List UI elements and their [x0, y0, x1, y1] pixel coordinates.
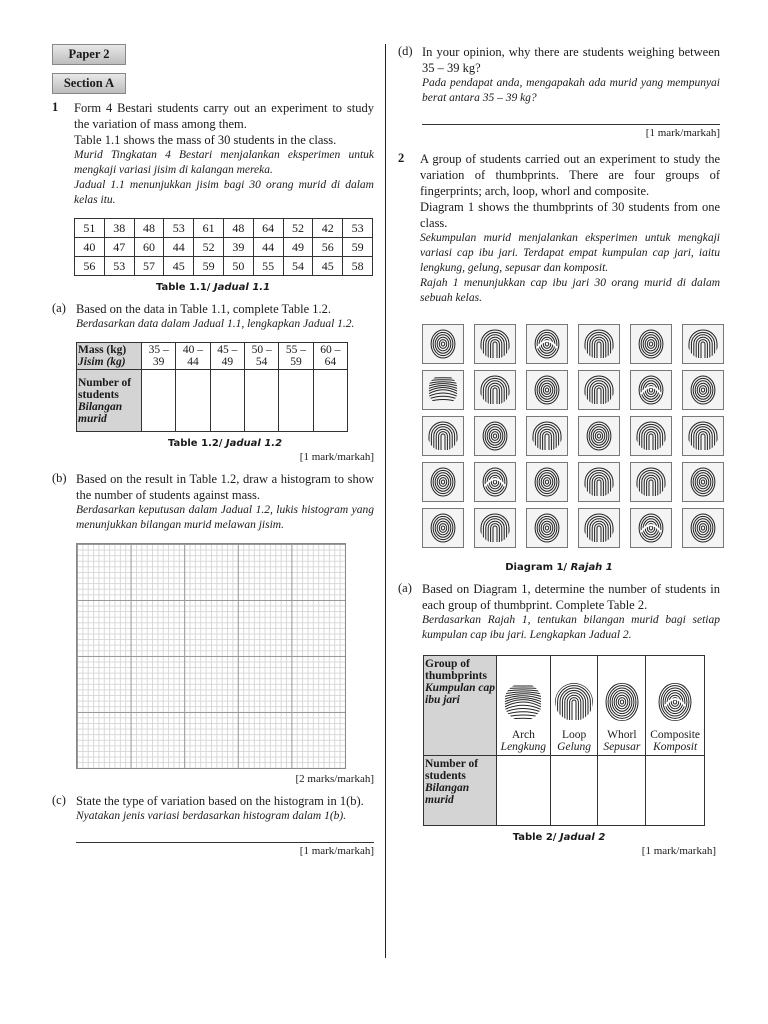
table-row	[75, 219, 373, 238]
answer-cell[interactable]	[598, 756, 646, 826]
thumbprint-icon	[630, 324, 672, 364]
question-1c: (c) State the type of variation based on the histogram in 1(b). Nyatakan jenis variasi berdasarkan histogram dalam 1(b). [1 mark/markah]	[52, 793, 374, 857]
q1-intro-en-2: Table 1.1 shows the mass of 30 students in the class.	[74, 133, 337, 147]
thumbprint-icon	[682, 462, 724, 502]
table-2-caption: Table 2/ Jadual 2	[512, 832, 606, 843]
thumbprint-icon	[526, 462, 568, 502]
column-divider	[385, 44, 386, 958]
mass-cell: 51	[75, 219, 105, 238]
mark-allocation: [1 mark/markah]	[641, 845, 716, 857]
thumbprint-icon	[578, 462, 620, 502]
mass-cell: 54	[283, 257, 313, 276]
q1c-text-en: State the type of variation based on the histogram in 1(b).	[76, 794, 364, 808]
thumbprint-icon	[682, 370, 724, 410]
paper-label: Paper 2	[52, 44, 126, 65]
table-1-2	[76, 342, 348, 432]
range-cell: 35 – 39	[142, 343, 176, 370]
q2-intro-en-1: A group of students carried out an experiment to study the variation of thumbprints. There are four groups of fingerprints; arch, loop, whorl and composite.	[420, 152, 720, 198]
q1-intro-ms-1: Murid Tingkatan 4 Bestari menjalankan eksperimen untuk mengkaji variasi jisim di kalangan mereka.	[74, 149, 374, 176]
question-1	[52, 100, 374, 208]
mass-cell: 61	[194, 219, 224, 238]
mass-cell: 56	[75, 257, 105, 276]
table-row	[75, 238, 373, 257]
composite-fingerprint-icon	[647, 682, 703, 725]
group-loop: Loop Gelung	[550, 656, 598, 756]
diagram-1-caption: Diagram 1/ Rajah 1	[505, 562, 613, 573]
count-header: Number of students Bilangan murid	[77, 370, 142, 432]
range-cell: 40 – 44	[176, 343, 210, 370]
q2a-text-en: Based on Diagram 1, determine the number of students in each group of thumbprint. Complete Table 2.	[422, 582, 720, 612]
mass-cell: 52	[283, 219, 313, 238]
mass-cell: 56	[313, 238, 343, 257]
mass-cell: 44	[164, 238, 194, 257]
mass-cell: 42	[313, 219, 343, 238]
thumbprint-icon	[422, 462, 464, 502]
group-header: Group of thumbprints Kumpulan cap ibu jari	[424, 656, 497, 756]
section-label: Section A	[52, 73, 126, 94]
thumbprint-icon	[474, 324, 516, 364]
mass-cell: 48	[223, 219, 253, 238]
q1c-text-ms: Nyatakan jenis variasi berdasarkan histogram dalam 1(b).	[76, 810, 347, 822]
table-1-1	[74, 218, 373, 276]
question-1d: (d) In your opinion, why there are students weighing between 35 – 39 kg? Pada pendapat anda, mengapakah ada murid yang mempunyai berat antara 35 – 39 kg? [1 mark/markah]	[398, 44, 720, 139]
mass-cell: 52	[194, 238, 224, 257]
q2-intro-ms-2: Rajah 1 menunjukkan cap ibu jari 30 orang murid di dalam sebuah kelas.	[420, 277, 720, 304]
q1a-text-ms: Berdasarkan data dalam Jadual 1.1, lengkapkan Jadual 1.2.	[76, 318, 355, 330]
thumbprint-icon	[526, 416, 568, 456]
range-cell: 60 – 64	[313, 343, 347, 370]
table-2	[423, 655, 705, 826]
table-1-2-caption: Table 1.2/ Jadual 1.2	[167, 438, 283, 449]
mass-cell: 49	[283, 238, 313, 257]
mass-cell: 64	[253, 219, 283, 238]
q1-intro-ms-2: Jadual 1.1 menunjukkan jisim bagi 30 orang murid di dalam kelas itu.	[74, 179, 374, 206]
answer-cell[interactable]	[497, 756, 551, 826]
count-header: Number of students Bilangan murid	[424, 756, 497, 826]
question-2a: (a) Based on Diagram 1, determine the number of students in each group of thumbprint. Complete Table 2. Berdasarkan Rajah 1, tentukan bilangan murid bagi setiap kumpulan cap ibu jari. Lengkapkan Jadual 2.	[398, 581, 720, 641]
answer-cell[interactable]	[142, 370, 176, 432]
thumbprint-icon	[578, 370, 620, 410]
mass-cell: 48	[134, 219, 164, 238]
left-column	[52, 44, 374, 857]
table-1-1-caption: Table 1.1/ Jadual 1.1	[155, 282, 271, 293]
thumbprint-icon	[682, 508, 724, 548]
q2a-text-ms: Berdasarkan Rajah 1, tentukan bilangan murid bagi setiap kumpulan cap ibu jari. Lengkapkan Jadual 2.	[422, 614, 720, 641]
mass-cell: 53	[164, 219, 194, 238]
thumbprint-icon	[526, 370, 568, 410]
answer-cell[interactable]	[279, 370, 313, 432]
question-1a: (a) Based on the data in Table 1.1, complete Table 1.2. Berdasarkan data dalam Jadual 1.1, lengkapkan Jadual 1.2. Mass (kg) Jisim (kg) 35 – 39 40 – 44 45 – 49 50 – 54 55 – 59 60 – 64 Number of students Bilangan murid Table 1.2/ Jadual 1.2 [1 mark/markah]	[52, 301, 374, 463]
question-number: 1	[52, 100, 59, 114]
answer-cell[interactable]	[550, 756, 598, 826]
mass-cell: 38	[104, 219, 134, 238]
q1-intro-en-1: Form 4 Bestari students carry out an experiment to study the variation of mass among them.	[74, 101, 374, 131]
answer-line[interactable]	[422, 124, 720, 125]
mass-cell: 57	[134, 257, 164, 276]
mark-allocation: [2 marks/markah]	[295, 773, 374, 785]
q1b-text-en: Based on the result in Table 1.2, draw a histogram to show the number of students against mass.	[76, 472, 374, 502]
mass-cell: 47	[104, 238, 134, 257]
thumbprint-icon	[682, 324, 724, 364]
mass-cell: 40	[75, 238, 105, 257]
whorl-fingerprint-icon	[599, 682, 644, 725]
answer-cell[interactable]	[646, 756, 705, 826]
answer-cell[interactable]	[313, 370, 347, 432]
thumbprint-icon	[422, 416, 464, 456]
thumbprint-icon	[474, 508, 516, 548]
thumbprint-icon	[578, 324, 620, 364]
q1d-text-ms: Pada pendapat anda, mengapakah ada murid yang mempunyai berat antara 35 – 39 kg?	[422, 77, 720, 104]
range-cell: 50 – 54	[244, 343, 278, 370]
thumbprint-icon	[422, 508, 464, 548]
thumbprint-diagram	[422, 324, 720, 548]
right-column	[398, 44, 720, 857]
q2-intro-ms-1: Sekumpulan murid menjalankan eksperimen untuk mengkaji variasi cap ibu jari. Terdapat empat kumpulan cap jari, iaitu lengkung, gelung, sepusar dan komposit.	[420, 232, 720, 274]
mass-cell: 60	[134, 238, 164, 257]
mass-cell: 59	[194, 257, 224, 276]
mass-cell: 39	[223, 238, 253, 257]
thumbprint-icon	[422, 324, 464, 364]
mass-cell: 45	[313, 257, 343, 276]
question-2	[398, 151, 720, 306]
q1a-text-en: Based on the data in Table 1.1, complete Table 1.2.	[76, 302, 332, 316]
mass-header: Mass (kg) Jisim (kg)	[77, 343, 142, 370]
mass-cell: 44	[253, 238, 283, 257]
thumbprint-icon	[526, 324, 568, 364]
answer-cell[interactable]	[176, 370, 210, 432]
mark-allocation: [1 mark/markah]	[299, 845, 374, 857]
answer-cell[interactable]	[244, 370, 278, 432]
group-whorl: Whorl Sepusar	[598, 656, 646, 756]
thumbprint-icon	[630, 370, 672, 410]
loop-fingerprint-icon	[552, 682, 597, 725]
range-cell: 45 – 49	[210, 343, 244, 370]
q1b-text-ms: Berdasarkan keputusan dalam Jadual 1.2, lukis histogram yang menunjukkan bilangan murid melawan jisim.	[76, 504, 374, 531]
table-row	[75, 257, 373, 276]
q1d-text-en: In your opinion, why there are students weighing between 35 – 39 kg?	[422, 45, 720, 75]
mass-cell: 53	[343, 219, 373, 238]
thumbprint-icon	[474, 370, 516, 410]
thumbprint-icon	[630, 416, 672, 456]
thumbprint-icon	[474, 462, 516, 502]
mass-cell: 45	[164, 257, 194, 276]
mass-cell: 55	[253, 257, 283, 276]
mass-cell: 50	[223, 257, 253, 276]
answer-cell[interactable]	[210, 370, 244, 432]
mass-cell: 53	[104, 257, 134, 276]
thumbprint-icon	[578, 416, 620, 456]
mass-cell: 59	[343, 238, 373, 257]
range-cell: 55 – 59	[279, 343, 313, 370]
graph-paper[interactable]	[76, 543, 346, 769]
question-number: 2	[398, 151, 405, 165]
group-arch: Arch Lengkung	[497, 656, 551, 756]
answer-line[interactable]	[76, 842, 374, 843]
thumbprint-icon	[474, 416, 516, 456]
group-composite: Composite Komposit	[646, 656, 705, 756]
q2-intro-en-2: Diagram 1 shows the thumbprints of 30 students from one class.	[420, 200, 720, 230]
thumbprint-icon	[422, 370, 464, 410]
thumbprint-icon	[630, 508, 672, 548]
thumbprint-icon	[682, 416, 724, 456]
question-1b: (b) Based on the result in Table 1.2, draw a histogram to show the number of students against mass. Berdasarkan keputusan dalam Jadual 1.2, lukis histogram yang menunjukkan bilangan murid melawan jisim. [2 marks/markah]	[52, 471, 374, 785]
mark-allocation: [1 mark/markah]	[299, 451, 374, 463]
arch-fingerprint-icon	[498, 682, 549, 725]
thumbprint-icon	[630, 462, 672, 502]
thumbprint-icon	[578, 508, 620, 548]
mass-cell: 58	[343, 257, 373, 276]
thumbprint-icon	[526, 508, 568, 548]
mark-allocation: [1 mark/markah]	[645, 127, 720, 139]
